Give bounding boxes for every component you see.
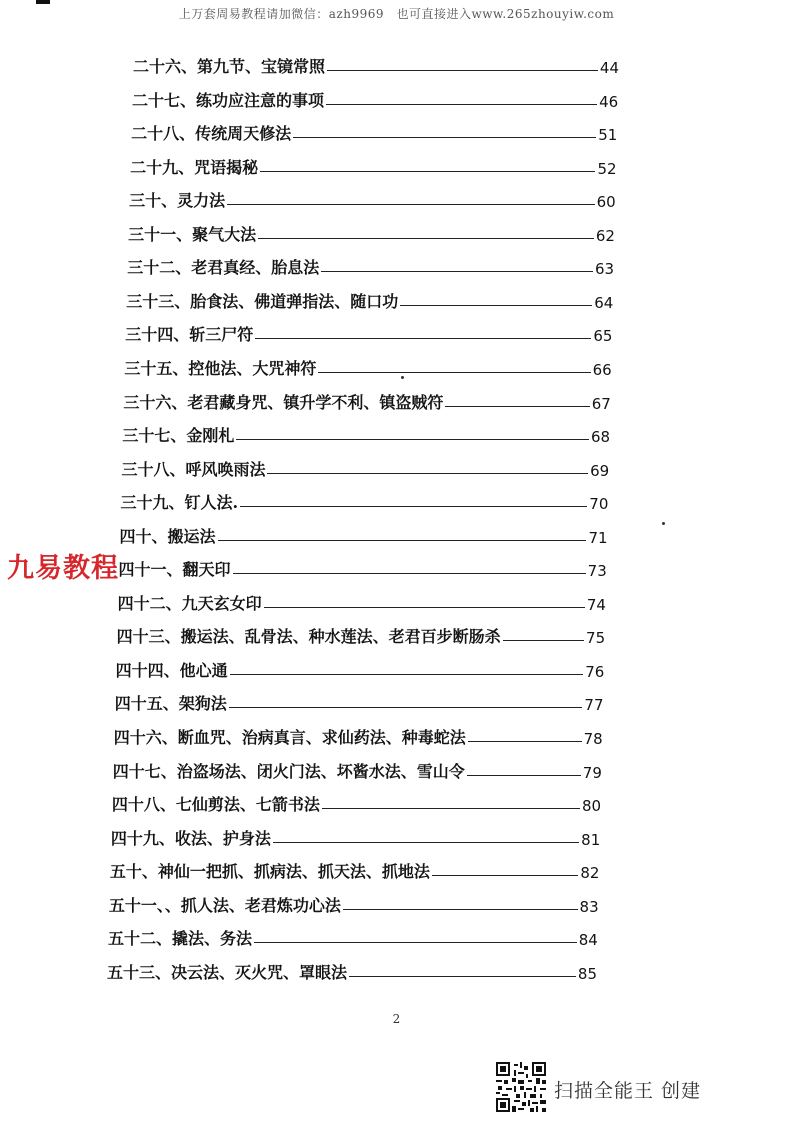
- toc-entry-title: 三十九、钉人法.: [120, 493, 239, 513]
- toc-leader-line: [343, 909, 578, 910]
- toc-entry-page: 51: [598, 126, 618, 145]
- toc-entry-page: 71: [588, 528, 608, 547]
- toc-entry: [130, 156, 616, 178]
- toc-leader-line: [400, 305, 592, 306]
- toc-leader-line: [264, 607, 585, 608]
- toc-entry-title: 四十七、治盗场法、闭火门法、坏酱水法、雪山令: [112, 761, 465, 781]
- toc-entry: [119, 558, 607, 580]
- toc-leader-line: [254, 942, 577, 943]
- toc-entry-title: 四十八、七仙剪法、七箭书法: [111, 795, 320, 815]
- toc-entry: [127, 256, 614, 278]
- toc-leader-line: [229, 707, 583, 708]
- toc-entry: [114, 726, 603, 748]
- toc-leader-line: [326, 104, 597, 105]
- scanner-label: 扫描全能王 创建: [554, 1080, 702, 1102]
- toc-entry: [112, 793, 601, 815]
- toc-leader-line: [267, 473, 588, 474]
- toc-entry-page: 82: [580, 864, 600, 883]
- toc-entry: [126, 290, 613, 312]
- toc-entry: [120, 525, 608, 547]
- toc-entry-page: 52: [597, 159, 617, 178]
- toc-entry-page: 67: [591, 394, 611, 413]
- qr-code-icon: [496, 1062, 546, 1112]
- toc-leader-line: [260, 171, 595, 172]
- toc-leader-line: [321, 271, 593, 272]
- toc-entry-title: 四十六、断血咒、治病真言、求仙药法、种毒蛇法: [113, 728, 466, 747]
- toc-leader-line: [230, 674, 584, 675]
- toc-leader-line: [218, 540, 587, 541]
- toc-leader-line: [327, 70, 598, 71]
- scan-speck: [401, 376, 404, 379]
- toc-entry: [122, 424, 610, 446]
- toc-entry-page: 83: [579, 897, 599, 916]
- toc-entry-page: 60: [596, 193, 616, 212]
- toc-entry: [107, 961, 597, 983]
- toc-leader-line: [273, 842, 579, 843]
- toc-leader-line: [258, 238, 594, 239]
- toc-entry-page: 75: [586, 629, 606, 648]
- toc-entry: [115, 692, 604, 714]
- toc-entry-title: 二十六、第九节、宝镜常照: [133, 57, 326, 76]
- toc-entry-title: 三十、灵力法: [129, 191, 226, 211]
- toc-entry: [117, 625, 606, 647]
- toc-entry-page: 74: [586, 595, 606, 614]
- toc-entry: [124, 357, 611, 379]
- toc-entry-title: 四十四、他心通: [115, 660, 228, 680]
- toc-entry: [123, 391, 610, 413]
- toc-entry: [120, 491, 608, 513]
- toc-entry-page: 44: [599, 59, 619, 77]
- toc-entry-title: 五十二、撬法、务法: [107, 929, 252, 949]
- toc-leader-line: [445, 406, 589, 407]
- toc-entry: [125, 323, 612, 345]
- toc-entry-title: 二十九、咒语揭秘: [130, 157, 259, 177]
- toc-entry-title: 四十一、翻天印: [118, 560, 231, 580]
- toc-entry-title: 四十九、收法、护身法: [110, 828, 271, 848]
- toc-entry-page: 77: [584, 696, 604, 715]
- toc-entry-title: 五十三、决云法、灭火咒、罩眼法: [107, 962, 348, 982]
- toc-leader-line: [236, 439, 589, 440]
- toc-entry-page: 64: [594, 293, 614, 312]
- toc-entry-page: 85: [577, 964, 597, 983]
- toc-entry-page: 79: [582, 763, 602, 782]
- toc-entry-page: 68: [590, 428, 611, 447]
- header-note: 上万套周易教程请加微信：azh9969 也可直接进入www.265zhouyiw.com: [178, 7, 615, 21]
- toc-entry-title: 三十四、斩三尸符: [125, 325, 254, 345]
- toc-entry: [113, 760, 602, 782]
- toc-entry-title: 二十八、传统周天修法: [131, 124, 292, 144]
- toc-leader-line: [318, 372, 590, 373]
- toc-entry-page: 46: [599, 92, 619, 111]
- toc-leader-line: [293, 137, 596, 138]
- toc-entry-title: 三十七、金刚札: [122, 426, 235, 446]
- toc-entry-page: 84: [578, 931, 598, 950]
- toc-entry-title: 二十七、练功应注意的事项: [132, 90, 325, 110]
- toc-entry: [109, 894, 599, 916]
- scan-speck: [662, 522, 665, 525]
- toc-entry-title: 四十三、搬运法、乱骨法、种水莲法、老君百步断肠杀: [116, 627, 501, 647]
- toc-leader-line: [468, 741, 582, 742]
- page-number: 2: [392, 1012, 401, 1026]
- toc-leader-line: [233, 573, 586, 574]
- toc-leader-line: [349, 976, 576, 977]
- toc-entry-title: 三十二、老君真经、胎息法: [127, 258, 320, 278]
- toc-entry-page: 81: [581, 830, 601, 849]
- watermark: 九易教程: [7, 553, 119, 584]
- toc-entry-title: 四十五、架狗法: [114, 694, 227, 714]
- toc-entry: [111, 827, 600, 849]
- toc-entry-page: 69: [590, 461, 610, 480]
- toc-entry-title: 三十五、控他法、大咒神符: [124, 358, 317, 378]
- toc-entry-page: 78: [583, 730, 603, 748]
- toc-entry-title: 五十、神仙一把抓、抓病法、抓天法、抓地法: [109, 862, 430, 882]
- toc-entry-page: 73: [587, 562, 607, 581]
- toc-entry-title: 五十一、、抓人法、老君炼功心法: [108, 895, 341, 915]
- toc-leader-line: [255, 338, 591, 339]
- toc-entry-page: 63: [595, 260, 615, 279]
- toc-leader-line: [503, 640, 584, 641]
- toc-entry-page: 66: [592, 360, 612, 379]
- toc-entry: [133, 55, 619, 77]
- toc-leader-line: [227, 204, 594, 205]
- toc-entry-title: 三十八、呼风唤雨法: [121, 459, 266, 479]
- toc-entry-title: 三十一、聚气大法: [128, 224, 257, 244]
- toc-entry: [121, 458, 609, 480]
- toc-entry: [128, 223, 615, 245]
- toc-entry-title: 三十三、胎食法、佛道弹指法、随口功: [126, 291, 399, 311]
- toc-leader-line: [467, 775, 581, 776]
- toc-leader-line: [240, 506, 587, 507]
- toc-entry-page: 65: [593, 327, 613, 346]
- toc-entry: [118, 592, 606, 614]
- toc-entry-page: 76: [585, 662, 605, 681]
- toc-leader-line: [322, 808, 580, 809]
- toc-entry-title: 四十二、九天玄女印: [117, 593, 262, 613]
- toc-entry: [132, 89, 618, 111]
- toc-entry: [116, 659, 605, 681]
- toc-entry-page: 80: [581, 797, 602, 816]
- toc-entry: [129, 189, 616, 211]
- toc-entry: [131, 122, 617, 144]
- toc-leader-line: [432, 875, 578, 876]
- toc-entry: [110, 860, 600, 882]
- toc-entry: [108, 927, 598, 949]
- toc-entry-title: 三十六、老君藏身咒、镇升学不利、镇盗贼符: [123, 392, 444, 412]
- toc-entry-page: 62: [595, 226, 615, 245]
- toc-entry-page: 70: [589, 495, 609, 514]
- toc-entry-title: 四十、搬运法: [119, 526, 216, 546]
